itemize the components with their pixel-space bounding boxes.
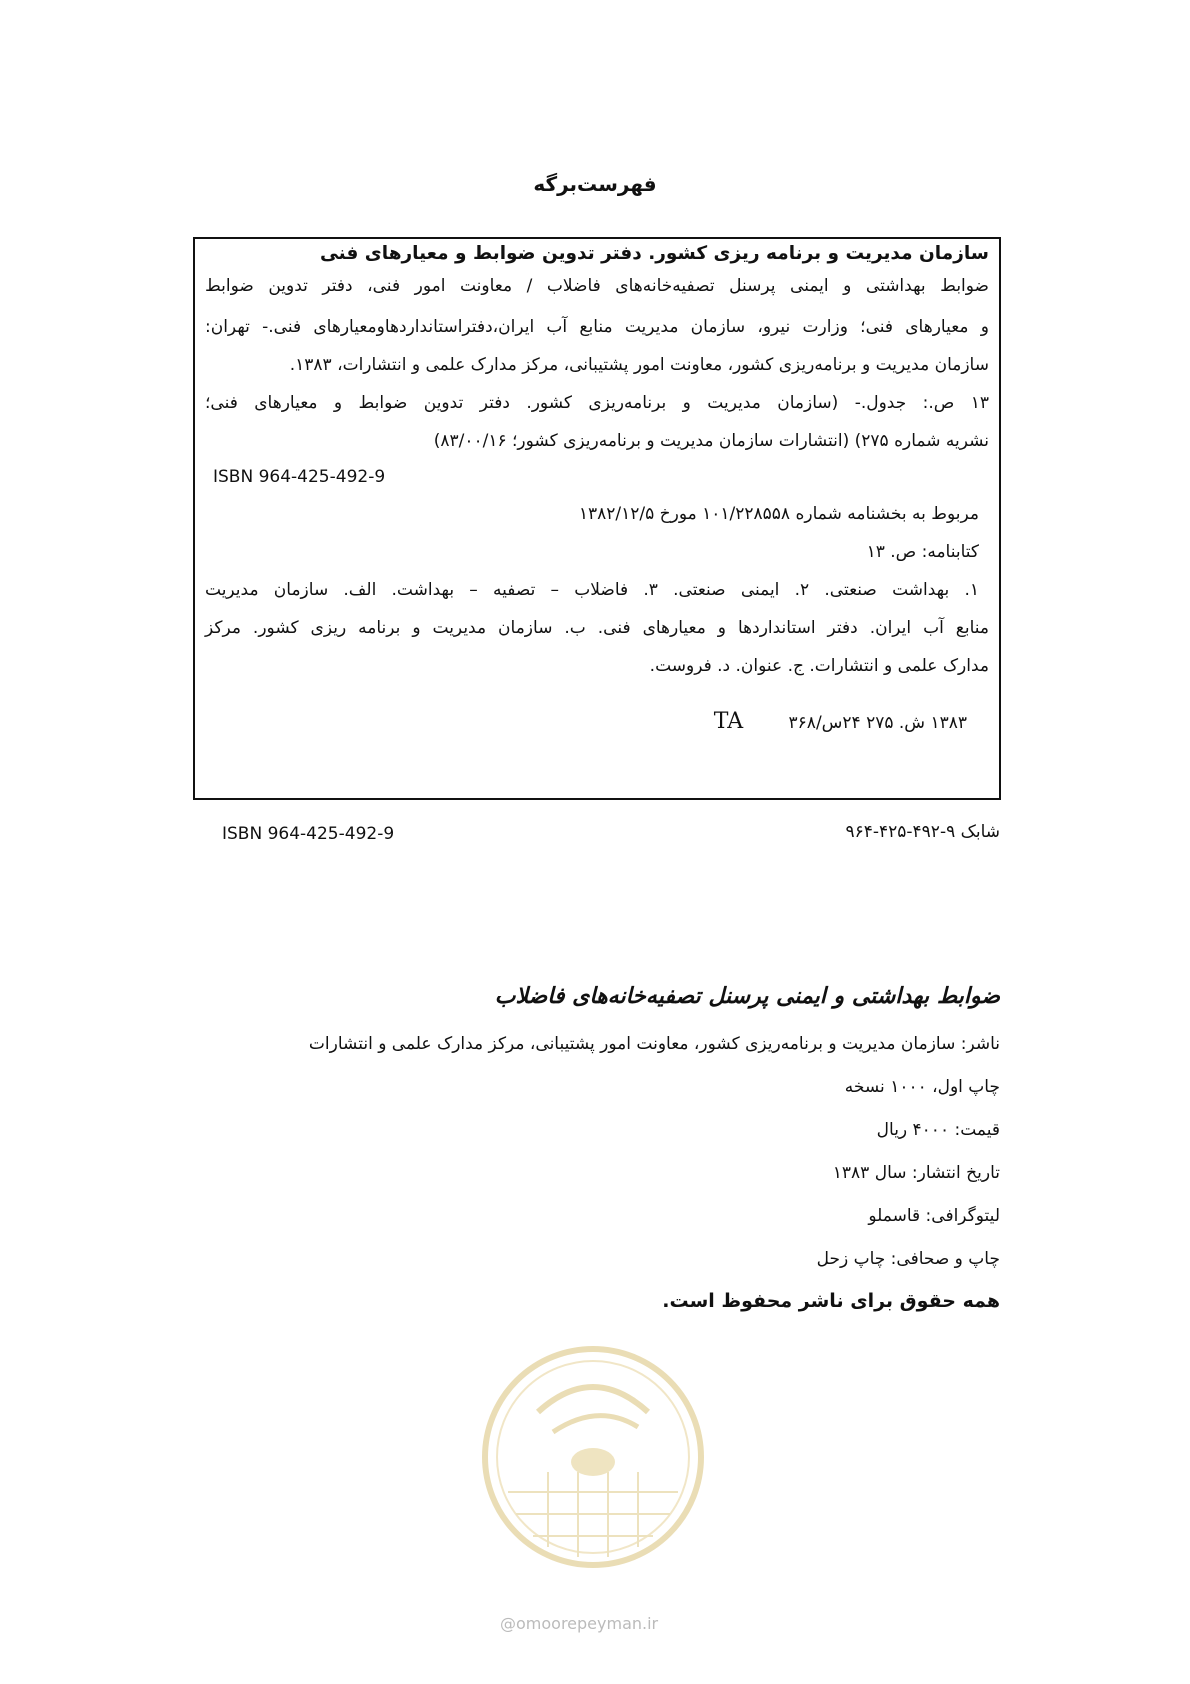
catalog-record-box xyxy=(193,237,1001,800)
publisher: ناشر: سازمان مدیریت و برنامه‌ریزی کشور، معاونت امور پشتیبانی، مرکز مدارک علمی و انتشارات xyxy=(308,1034,1000,1054)
publication-date: تاریخ انتشار: سال ۱۳۸۳ xyxy=(832,1163,1000,1183)
call-class: TA xyxy=(713,709,744,734)
catalog-isbn: ISBN 964-425-492-9 xyxy=(213,467,386,487)
isbn-latin: ISBN 964-425-492-9 xyxy=(222,824,395,844)
watermark-logo xyxy=(478,1342,708,1592)
watermark-url: @omoorepeyman.ir xyxy=(500,1614,659,1633)
rights-notice: همه حقوق برای ناشر محفوظ است. xyxy=(662,1290,1000,1312)
catalog-body-line: ۱۳ ص.: جدول.- (سازمان مدیریت و برنامه‌ریزی کشور. دفتر تدوین ضوابط و معیارهای فنی؛ xyxy=(205,393,989,413)
lithography: لیتوگرافی: قاسملو xyxy=(868,1206,1000,1226)
call-number: ۱۳۸۳ ش. ۲۷۵ ۲۴س/۳۶۸ xyxy=(788,713,967,733)
call-number-row xyxy=(205,709,967,736)
book-title: ضوابط بهداشتی و ایمنی پرسنل تصفیه‌خانه‌های فاضلاب xyxy=(494,984,1000,1009)
colophon xyxy=(180,984,1000,1321)
price: قیمت: ۴۰۰۰ ریال xyxy=(876,1120,1000,1140)
catalog-body-line: نشریه شماره ۲۷۵) (انتشارات سازمان مدیریت و برنامه‌ریزی کشور؛ ۸۳/۰۰/۱۶) xyxy=(433,431,989,451)
catalog-body-line: سازمان مدیریت و برنامه‌ریزی کشور، معاونت امور پشتیبانی، مرکز مدارک علمی و انتشارات، ۱۳۸۳. xyxy=(289,355,989,375)
catalog-circular: مربوط به بخشنامه شماره ۱۰۱/۲۲۸۵۵۸ مورخ ۱۳۸۲/۱۲/۵ xyxy=(578,504,979,524)
page-title: فهرست‌برگه xyxy=(533,172,657,196)
catalog-subjects-line: مدارک علمی و انتشارات. ج. عنوان. د. فروست. xyxy=(649,656,989,676)
printing: چاپ و صحافی: چاپ زحل xyxy=(816,1249,1000,1269)
catalog-subjects-line: منابع آب ایران. دفتر استانداردها و معیارهای فنی. ب. سازمان مدیریت و برنامه ریزی کشور. مرکز xyxy=(205,618,989,638)
catalog-heading: سازمان مدیریت و برنامه ریزی کشور. دفتر تدوین ضوابط و معیارهای فنی xyxy=(319,243,989,264)
catalog-body-line: ضوابط بهداشتی و ایمنی پرسنل تصفیه‌خانه‌های فاضلاب / معاونت امور فنی، دفتر تدوین ضوابط xyxy=(205,276,989,296)
edition: چاپ اول، ۱۰۰۰ نسخه xyxy=(844,1077,1000,1097)
catalog-bibliography: کتابنامه: ص. ۱۳ xyxy=(866,542,979,562)
shabak-number: شابک ۹-۴۹۲-۴۲۵-۹۶۴ xyxy=(845,822,1000,842)
catalog-body-line: و معیارهای فنی؛ وزارت نیرو، سازمان مدیریت منابع آب ایران،دفتراستانداردهاومعیارهای فنی.- تهران: xyxy=(205,317,989,337)
catalog-subjects-line: ۱. بهداشت صنعتی. ۲. ایمنی صنعتی. ۳. فاضلاب – تصفیه – بهداشت. الف. سازمان مدیریت xyxy=(205,580,979,600)
